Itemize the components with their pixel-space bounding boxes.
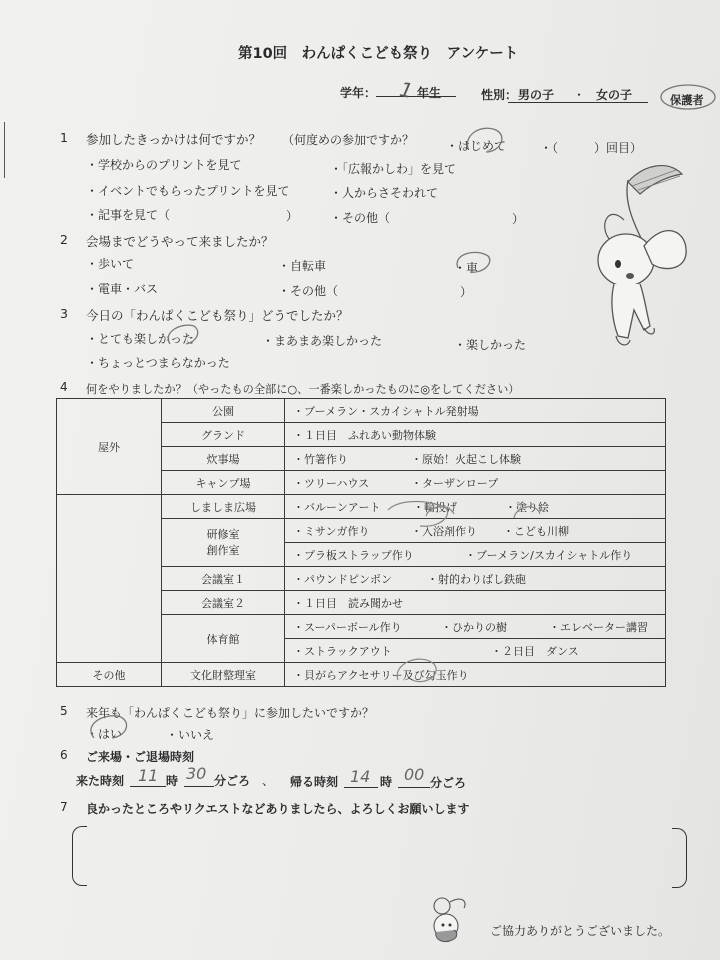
activity-tarzan-rope[interactable]: ・ターザンロープ	[411, 477, 499, 490]
grade-underline	[376, 96, 456, 97]
activity-animal-contact[interactable]: ・１日目 ふれあい動物体験	[293, 429, 436, 442]
q7-question: 良かったところやリクエストなどありましたら、よろしくお願いします	[86, 802, 470, 816]
activity-pound-pingpong[interactable]: ・パウンドピンポン	[293, 573, 392, 586]
page-title: 第10回 わんぱくこども祭り アンケート	[238, 46, 519, 62]
q1-subquestion: （何度めの参加ですか？	[282, 133, 415, 147]
guardian-option[interactable]: 保護者	[670, 94, 704, 107]
activity-chopsticks[interactable]: ・竹箸作り	[293, 453, 348, 466]
time-separator: 、	[262, 774, 275, 788]
place-studio	[162, 519, 285, 567]
q5-question: 来年も「わんぱくこども祭り」に参加したいですか？	[86, 706, 375, 720]
acts-ground	[285, 423, 666, 447]
activity-bath-salt[interactable]: ・入浴剤作り	[411, 525, 477, 538]
q1-option-article[interactable]: ・記事を見て（	[86, 208, 171, 222]
acts-gym-1	[285, 615, 666, 639]
q5-option-yes[interactable]: ・はい	[86, 727, 123, 741]
q1-times[interactable]: ・（ ）回目）	[540, 141, 643, 155]
q3-option-fun[interactable]: ・楽しかった	[454, 338, 527, 352]
acts-gym-2	[285, 639, 666, 663]
q3-option-very-fun[interactable]: ・とても楽しかった	[86, 332, 195, 346]
activity-ring-toss[interactable]: ・輪投げ	[413, 501, 457, 514]
q6-number: 6	[60, 748, 68, 762]
acts-park	[285, 399, 666, 423]
place-camp: キャンプ場	[162, 471, 285, 495]
place-kitchen: 炊事場	[162, 447, 285, 471]
q4-number: 4	[60, 380, 68, 394]
q1-article-close: ）	[286, 209, 299, 223]
category-indoor	[57, 495, 162, 663]
q2-option-train-bus[interactable]: ・電車・バス	[86, 282, 159, 296]
activity-superball[interactable]: ・スーパーボール作り	[293, 621, 402, 634]
q1-option-invited[interactable]: ・人からさそわれて	[330, 186, 439, 200]
activity-elevator-lecture[interactable]: ・エレベーター講習	[549, 621, 648, 634]
gender-girl[interactable]: 女の子	[596, 88, 633, 102]
activity-shooting-gun[interactable]: ・射的わりばし鉄砲	[427, 573, 526, 586]
grade-suffix: 年生	[417, 86, 442, 100]
q5-number: 5	[60, 704, 68, 718]
leave-hour-unit: 時	[380, 775, 393, 789]
q3-option-somewhat-fun[interactable]: ・まあまあ楽しかった	[262, 334, 383, 348]
arrive-minute-unit: 分ごろ	[214, 774, 251, 788]
q1-first-time[interactable]: ・はじめて	[446, 139, 507, 153]
activity-boomerang-launch[interactable]: ・ブーメラン・スカイシャトル発射場	[293, 405, 479, 418]
activity-coloring[interactable]: ・塗り絵	[505, 501, 549, 514]
acts-plaza	[285, 495, 666, 519]
q2-option-car[interactable]: ・車	[454, 261, 479, 275]
place-creative-room: 創作室	[206, 543, 240, 557]
place-shimashima-plaza: しましま広場	[162, 495, 285, 519]
acts-heritage	[285, 663, 666, 687]
q1-number: 1	[60, 130, 68, 145]
gender-separator: ・	[573, 88, 586, 102]
acts-kitchen	[285, 447, 666, 471]
gender-label: 性別：	[481, 88, 518, 102]
place-heritage-room: 文化財整理室	[162, 663, 285, 687]
table-row	[57, 495, 666, 519]
place-park: 公園	[162, 399, 285, 423]
leave-minute-unit: 分ごろ	[430, 776, 467, 790]
q4-question: 何をやりましたか？（やったもの全部に○、一番楽しかったものに◎をしてください）	[86, 383, 520, 396]
q1-option-event-print[interactable]: ・イベントでもらったプリントを見て	[86, 184, 290, 198]
mascot-illustration	[584, 160, 692, 360]
category-outdoor: 屋外	[57, 399, 162, 495]
activity-fire-starting[interactable]: ・原始！火起こし体験	[411, 453, 521, 466]
activity-misanga[interactable]: ・ミサンガ作り	[293, 525, 370, 538]
arrive-minute-line	[184, 786, 214, 787]
q2-other-close: ）	[460, 285, 473, 299]
activity-struck-out[interactable]: ・ストラックアウト	[293, 645, 392, 658]
activity-table	[56, 398, 666, 687]
activity-plastic-strap[interactable]: ・プラ板ストラップ作り	[293, 549, 414, 562]
arrive-hour-unit: 時	[166, 774, 179, 788]
leave-minute-value[interactable]: 00	[404, 765, 425, 784]
leave-hour-line	[344, 787, 378, 788]
grade-handwritten-value[interactable]: 1	[397, 76, 416, 104]
arrive-hour-line	[130, 786, 166, 787]
acts-camp	[285, 471, 666, 495]
activity-storytelling[interactable]: ・１日目 読み聞かせ	[293, 597, 403, 610]
place-gym: 体育館	[162, 615, 285, 663]
q6-question: ご来場・ご退場時刻	[86, 750, 195, 764]
grade-label: 学年：	[340, 86, 377, 100]
leave-time-label: 帰る時刻	[290, 775, 339, 789]
leave-hour-value[interactable]: 14	[350, 767, 371, 786]
activity-light-tree[interactable]: ・ひかりの樹	[441, 621, 507, 634]
q1-option-other[interactable]: ・その他（	[330, 211, 391, 225]
activity-senryu[interactable]: ・こども川柳	[503, 525, 569, 538]
q1-option-school-print[interactable]: ・学校からのプリントを見て	[86, 158, 242, 172]
activity-boomerang-craft[interactable]: ・ブーメラン/スカイシャトル作り	[465, 549, 633, 562]
comment-area[interactable]	[90, 828, 670, 886]
q2-question: 会場までどうやって来ましたか？	[86, 234, 274, 249]
activity-dance[interactable]: ・２日目 ダンス	[491, 645, 579, 658]
q2-option-bicycle[interactable]: ・自転車	[278, 259, 327, 273]
comment-bracket-right	[672, 828, 687, 888]
q2-option-walk[interactable]: ・歩いて	[86, 257, 135, 271]
gender-boy[interactable]: 男の子	[518, 88, 555, 102]
q3-option-boring[interactable]: ・ちょっとつまらなかった	[86, 356, 230, 370]
q7-number: 7	[60, 800, 68, 814]
q1-question: 参加したきっかけは何ですか？	[86, 132, 262, 147]
category-other: その他	[57, 663, 162, 687]
arrive-minute-value[interactable]: 30	[186, 764, 207, 783]
table-row	[57, 399, 666, 423]
q5-option-no[interactable]: ・いいえ	[166, 728, 215, 742]
acts-meeting-1	[285, 567, 666, 591]
comment-bracket-left	[72, 826, 87, 886]
acts-studio-1	[285, 519, 666, 543]
acts-meeting-2	[285, 591, 666, 615]
q3-number: 3	[60, 306, 68, 321]
acts-studio-2	[285, 543, 666, 567]
leave-minute-line	[398, 787, 430, 788]
place-ground: グランド	[162, 423, 285, 447]
footer-mascot-illustration	[424, 892, 474, 948]
q2-option-other[interactable]: ・その他（	[278, 284, 339, 298]
thanks-message: ご協力ありがとうございました。	[490, 924, 671, 938]
activity-balloon-art[interactable]: ・バルーンアート	[293, 501, 381, 514]
q2-number: 2	[60, 232, 68, 247]
table-row	[57, 663, 666, 687]
activity-shell-accessory[interactable]: ・貝がらアクセサリー及び勾玉作り	[293, 669, 469, 682]
margin-stroke	[4, 122, 5, 178]
gender-underline	[508, 102, 648, 103]
q1-other-close: ）	[512, 212, 525, 226]
arrive-hour-value[interactable]: 11	[138, 766, 159, 785]
place-meeting-room-2: 会議室２	[162, 591, 285, 615]
activity-treehouse[interactable]: ・ツリーハウス	[293, 477, 370, 490]
place-meeting-room-1: 会議室１	[162, 567, 285, 591]
q3-question: 今日の「わんぱくこども祭り」どうでしたか？	[86, 308, 349, 323]
q1-option-kouhou[interactable]: ・「広報かしわ」を見て	[330, 162, 457, 176]
arrive-time-label: 来た時刻	[76, 774, 125, 788]
place-training-room: 研修室	[206, 527, 240, 541]
